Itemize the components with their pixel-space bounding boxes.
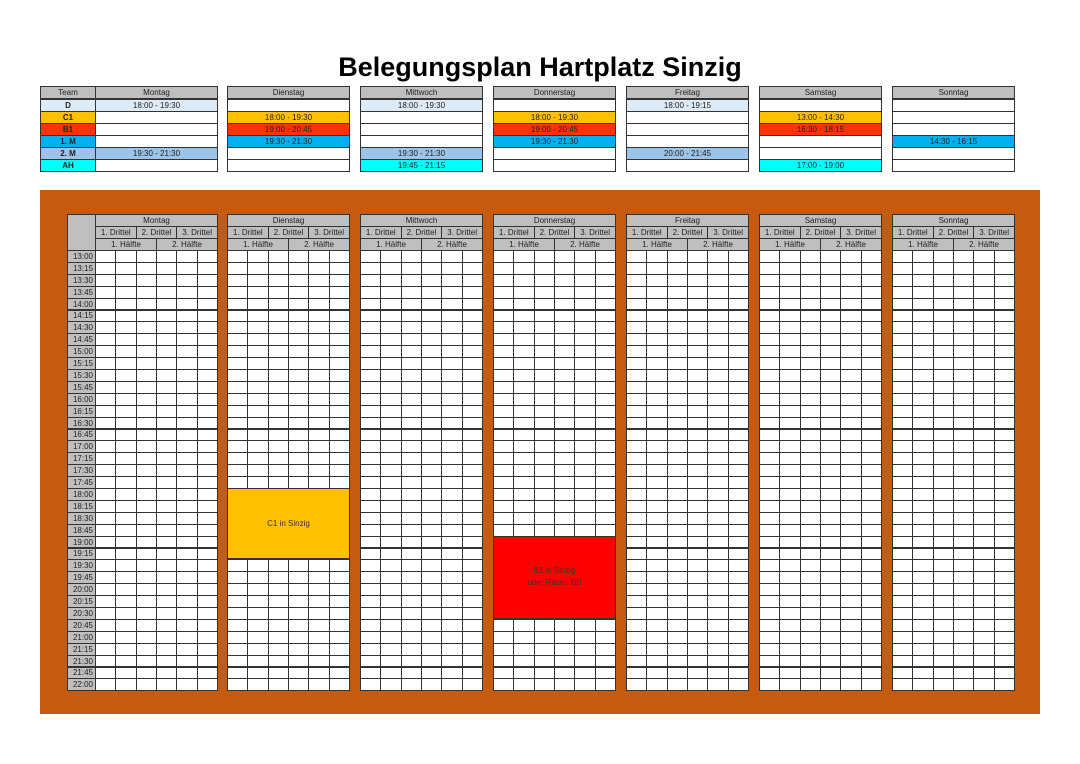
half-header: 2. Hälfte <box>687 238 749 251</box>
grid-slot[interactable] <box>534 678 555 691</box>
time-label: 15:00 <box>67 345 96 358</box>
grid-slot[interactable] <box>861 678 882 691</box>
team-label: AH <box>40 159 96 172</box>
page-title: Belegungsplan Hartplatz Sinzig <box>338 52 742 82</box>
grid-slot[interactable] <box>360 678 381 691</box>
team-time-slot: 18:00 - 19:30 <box>493 111 616 124</box>
grid-slot[interactable] <box>441 678 462 691</box>
third-header: 1. Drittel <box>95 226 137 239</box>
third-header: 3. Drittel <box>574 226 616 239</box>
time-label: 18:00 <box>67 488 96 501</box>
team-time-slot: 19:30 - 21:30 <box>360 147 483 160</box>
time-label: 18:45 <box>67 524 96 537</box>
third-header: 1. Drittel <box>626 226 668 239</box>
time-label: 19:30 <box>67 559 96 572</box>
grid-slot[interactable] <box>462 678 483 691</box>
time-label: 15:15 <box>67 357 96 370</box>
grid-slot[interactable] <box>380 678 401 691</box>
third-header: 1. Drittel <box>759 226 801 239</box>
time-label: 20:00 <box>67 583 96 596</box>
grid-slot[interactable] <box>912 678 933 691</box>
half-header: 1. Hälfte <box>360 238 422 251</box>
team-header: Team <box>40 86 96 99</box>
half-header: 1. Hälfte <box>759 238 821 251</box>
grid-slot[interactable] <box>840 678 861 691</box>
third-header: 1. Drittel <box>892 226 934 239</box>
third-header: 2. Drittel <box>667 226 709 239</box>
time-label: 17:30 <box>67 464 96 477</box>
grid-slot[interactable] <box>707 678 728 691</box>
team-time-slot <box>227 159 350 172</box>
team-time-slot: 19:45 - 21:15 <box>360 159 483 172</box>
day-header: Freitag <box>626 86 749 99</box>
grid-slot[interactable] <box>892 678 913 691</box>
team-time-slot: 19:30 - 21:30 <box>227 135 350 148</box>
grid-slot[interactable] <box>779 678 800 691</box>
team-time-slot <box>95 159 218 172</box>
third-header: 3. Drittel <box>308 226 350 239</box>
grid-slot[interactable] <box>308 678 329 691</box>
grid-slot[interactable] <box>994 678 1015 691</box>
grid-day-header: Donnerstag <box>493 214 616 227</box>
third-header: 3. Drittel <box>973 226 1015 239</box>
grid-slot[interactable] <box>268 678 289 691</box>
team-time-slot <box>493 159 616 172</box>
time-label: 15:45 <box>67 381 96 394</box>
third-header: 1. Drittel <box>227 226 269 239</box>
time-label: 15:30 <box>67 369 96 382</box>
third-header: 2. Drittel <box>401 226 443 239</box>
time-label: 19:00 <box>67 536 96 549</box>
team-time-slot <box>892 159 1015 172</box>
time-label: 14:15 <box>67 310 96 323</box>
grid-slot[interactable] <box>247 678 268 691</box>
half-header: 1. Hälfte <box>95 238 157 251</box>
grid-slot[interactable] <box>554 678 575 691</box>
time-label: 18:15 <box>67 500 96 513</box>
time-label: 16:45 <box>67 429 96 442</box>
grid-slot[interactable] <box>728 678 749 691</box>
time-label: 18:30 <box>67 512 96 525</box>
grid-day-header: Sonntag <box>892 214 1015 227</box>
third-header: 2. Drittel <box>136 226 178 239</box>
time-label: 17:00 <box>67 440 96 453</box>
grid-day-header: Freitag <box>626 214 749 227</box>
booking-block: C1 in Sinzig <box>227 488 350 559</box>
time-label: 13:45 <box>67 286 96 299</box>
grid-slot[interactable] <box>933 678 954 691</box>
team-time-slot: 16:30 - 18:15 <box>759 123 882 136</box>
day-header: Montag <box>95 86 218 99</box>
third-header: 1. Drittel <box>493 226 535 239</box>
team-time-slot: 19:00 - 20:45 <box>493 123 616 136</box>
time-label: 21:15 <box>67 643 96 656</box>
grid-slot[interactable] <box>646 678 667 691</box>
team-label: B1 <box>40 123 96 136</box>
team-label: 2. M <box>40 147 96 160</box>
grid-slot[interactable] <box>953 678 974 691</box>
time-label: 21:00 <box>67 631 96 644</box>
team-time-slot: 19:30 - 21:30 <box>493 135 616 148</box>
team-time-slot: 18:00 - 19:30 <box>95 99 218 112</box>
time-label: 14:00 <box>67 298 96 311</box>
third-header: 3. Drittel <box>176 226 218 239</box>
grid-slot[interactable] <box>156 678 177 691</box>
team-time-slot: 17:00 - 19:00 <box>759 159 882 172</box>
half-header: 1. Hälfte <box>892 238 954 251</box>
grid-day-header: Mittwoch <box>360 214 483 227</box>
team-time-slot: 20:00 - 21:45 <box>626 147 749 160</box>
team-time-slot: 18:00 - 19:30 <box>227 111 350 124</box>
half-header: 2. Hälfte <box>953 238 1015 251</box>
time-label: 19:45 <box>67 571 96 584</box>
grid-slot[interactable] <box>820 678 841 691</box>
third-header: 3. Drittel <box>441 226 483 239</box>
grid-slot[interactable] <box>136 678 157 691</box>
time-label: 20:30 <box>67 607 96 620</box>
time-label: 16:00 <box>67 393 96 406</box>
team-time-slot: 19:00 - 20:45 <box>227 123 350 136</box>
team-label: D <box>40 99 96 112</box>
day-header: Donnerstag <box>493 86 616 99</box>
grid-slot[interactable] <box>759 678 780 691</box>
time-label: 20:45 <box>67 619 96 632</box>
time-label: 20:15 <box>67 595 96 608</box>
half-header: 1. Hälfte <box>493 238 555 251</box>
grid-slot[interactable] <box>973 678 994 691</box>
grid-slot[interactable] <box>115 678 136 691</box>
time-label: 17:15 <box>67 452 96 465</box>
third-header: 2. Drittel <box>800 226 842 239</box>
time-label: 13:30 <box>67 274 96 287</box>
grid-slot[interactable] <box>493 678 514 691</box>
day-header: Sonntag <box>892 86 1015 99</box>
grid-day-header: Montag <box>95 214 218 227</box>
third-header: 3. Drittel <box>840 226 882 239</box>
half-header: 2. Hälfte <box>156 238 218 251</box>
team-time-slot <box>626 159 749 172</box>
third-header: 1. Drittel <box>360 226 402 239</box>
half-header: 2. Hälfte <box>820 238 882 251</box>
time-label: 16:15 <box>67 405 96 418</box>
day-header: Samstag <box>759 86 882 99</box>
grid-slot[interactable] <box>626 678 647 691</box>
team-time-slot: 14:30 - 16:15 <box>892 135 1015 148</box>
time-label: 13:00 <box>67 250 96 263</box>
team-label: C1 <box>40 111 96 124</box>
time-label: 21:30 <box>67 655 96 668</box>
time-label: 14:45 <box>67 333 96 346</box>
half-header: 2. Hälfte <box>288 238 350 251</box>
time-label: 14:30 <box>67 321 96 334</box>
team-label: 1. M <box>40 135 96 148</box>
team-time-slot: 13:00 - 14:30 <box>759 111 882 124</box>
grid-slot[interactable] <box>95 678 116 691</box>
time-label: 16:30 <box>67 417 96 430</box>
time-label: 21:45 <box>67 667 96 680</box>
grid-slot[interactable] <box>595 678 616 691</box>
grid-slot[interactable] <box>227 678 248 691</box>
third-header: 2. Drittel <box>534 226 576 239</box>
half-header: 1. Hälfte <box>227 238 289 251</box>
half-header: 2. Hälfte <box>421 238 483 251</box>
booking-block: B1 in Sinzig oder Rasen BB <box>493 536 616 619</box>
grid-slot[interactable] <box>687 678 708 691</box>
grid-slot[interactable] <box>329 678 350 691</box>
grid-slot[interactable] <box>667 678 688 691</box>
time-label: 22:00 <box>67 678 96 691</box>
third-header: 2. Drittel <box>268 226 310 239</box>
grid-day-header: Samstag <box>759 214 882 227</box>
time-label: 19:15 <box>67 548 96 561</box>
grid-slot[interactable] <box>513 678 534 691</box>
day-header: Mittwoch <box>360 86 483 99</box>
day-header: Dienstag <box>227 86 350 99</box>
third-header: 2. Drittel <box>933 226 975 239</box>
team-time-slot: 18:00 - 19:15 <box>626 99 749 112</box>
grid-day-header: Dienstag <box>227 214 350 227</box>
time-label: 17:45 <box>67 476 96 489</box>
third-header: 3. Drittel <box>707 226 749 239</box>
grid-slot[interactable] <box>401 678 422 691</box>
grid-slot[interactable] <box>574 678 595 691</box>
corner-header <box>67 214 96 251</box>
team-time-slot: 18:00 - 19:30 <box>360 99 483 112</box>
half-header: 2. Hälfte <box>554 238 616 251</box>
team-time-slot: 19:30 - 21:30 <box>95 147 218 160</box>
half-header: 1. Hälfte <box>626 238 688 251</box>
grid-slot[interactable] <box>176 678 197 691</box>
grid-slot[interactable] <box>197 678 218 691</box>
grid-slot[interactable] <box>800 678 821 691</box>
grid-slot[interactable] <box>421 678 442 691</box>
time-label: 13:15 <box>67 262 96 275</box>
grid-slot[interactable] <box>288 678 309 691</box>
